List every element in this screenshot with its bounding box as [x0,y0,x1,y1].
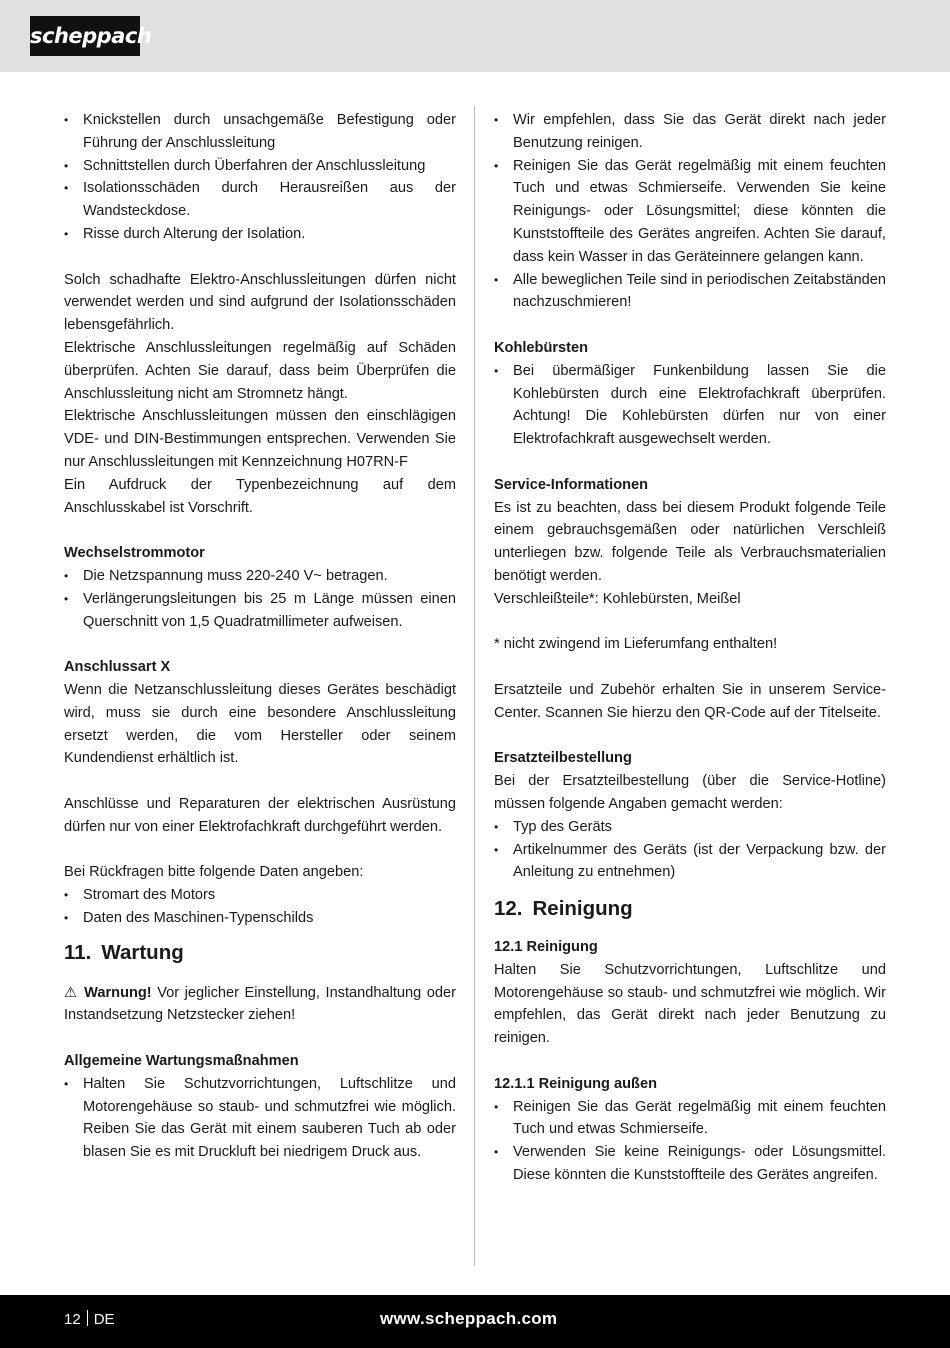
website-link[interactable]: www.scheppach.com [380,1309,558,1328]
list-item: • Reinigen Sie das Gerät regelmäßig mit einem feuchten Tuch und etwas Schmierseife. Verwenden Sie keine Reinigungs- oder Lösungsmittel; diese könnten die Kunststoffteile des Gerätes angreifen. Achten Sie darauf, dass kein Wasser in das Geräteinnere gelangen kann. [494,155,886,269]
paragraph: Verschleißteile*: Kohlebürsten, Meißel [494,590,741,607]
column-divider [474,106,475,1266]
list-item: • Wir empfehlen, dass Sie das Gerät direkt nach jeder Benutzung reinigen. [494,109,886,155]
motor-list [64,565,456,633]
list-item: • Alle beweglichen Teile sind in periodischen Zeitabständen nachzuschmieren! [494,269,886,315]
warning-triangle-icon: ⚠ [64,984,79,1001]
brushes-list [494,360,886,451]
outside-cleaning-list [494,1096,886,1187]
list-item: • Typ des Geräts [494,816,886,839]
subsection-heading: 12.1.1 Reinigung außen [494,1075,657,1092]
paragraph: Halten Sie Schutzvorrichtungen, Luftschlitze und Motorengehäuse so staub- und schmutzfrei wie möglich. Wir empfehlen, das Gerät direkt nach jeder Benutzung zu reinigen. [494,961,886,1047]
subsection-heading: 12.1 Reinigung [494,939,598,956]
scheppach-logo: scheppach [30,16,140,56]
section-heading: Kohlebürsten [494,339,589,356]
list-item: • Artikelnummer des Geräts (ist der Verpackung bzw. der Anleitung zu entnehmen) [494,839,886,885]
list-item: • Reinigen Sie das Gerät regelmäßig mit einem feuchten Tuch und etwas Schmierseife. [494,1096,886,1142]
footer-bar [0,1295,950,1348]
list-item: • Halten Sie Schutzvorrichtungen, Luftschlitze und Motorengehäuse so staub- und schmutzfrei wie möglich. Reiben Sie das Gerät mit einem sauberen Tuch ab oder blasen Sie es mit Druckluft bei niedrigem Druck aus. [64,1073,456,1164]
paragraph: Ein Aufdruck der Typenbezeichnung auf dem Anschlusskabel ist Vorschrift. [64,476,456,516]
section-title-wartung [64,938,456,968]
paragraph: Bei Rückfragen bitte folgende Daten angeben: [64,864,364,881]
list-item: • Daten des Maschinen-Typenschilds [64,907,456,930]
page-indicator [64,1309,115,1331]
section-heading: Anschlussart X [64,659,171,676]
warning-label: Warnung! [84,984,152,1001]
list-item: • Risse durch Alterung der Isolation. [64,223,456,246]
paragraph: Es ist zu beachten, dass bei diesem Produkt folgende Teile einem gebrauchsgemäßen oder natürlichen Verschleiß unterliegen bzw. folgende Teile als Verbrauchsmaterialien benötigt werden. [494,499,886,584]
list-item: • Knickstellen durch unsachgemäße Befestigung oder Führung der Anschlussleitung [64,109,456,155]
section-title: Wartung [101,940,184,964]
section-number: 12. [494,897,523,921]
general-maintenance-list [64,1073,456,1164]
list-item: • Die Netzspannung muss 220-240 V~ betragen. [64,565,456,588]
section-number: 11. [64,940,92,964]
list-item: • Bei übermäßiger Funkenbildung lassen Sie die Kohlebürsten durch eine Elektrofachkraft überprüfen. Achtung! Die Kohlebürsten dürfen nur von einer Elektrofachkraft ausgewechselt werden. [494,360,886,451]
list-item: • Verlängerungsleitungen bis 25 m Länge müssen einen Querschnitt von 1,5 Quadratmillimeter aufweisen. [64,588,456,634]
footnote: * nicht zwingend im Lieferumfang enthalten! [494,636,778,653]
paragraph: Elektrische Anschlussleitungen müssen den einschlägigen VDE- und DIN-Bestimmungen entsprechen. Verwenden Sie nur Anschlussleitungen mit Kennzeichnung H07RN-F [64,408,456,470]
page-number: 12 [64,1311,81,1328]
paragraph: Anschlüsse und Reparaturen der elektrischen Ausrüstung dürfen nur von einer Elektrofachkraft durchgeführt werden. [64,795,456,835]
warning-paragraph [64,982,456,1028]
cleaning-tips-list [494,109,886,314]
order-list [494,816,886,884]
cable-damage-list [64,109,456,246]
paragraph: Ersatzteile und Zubehör erhalten Sie in unserem Service-Center. Scannen Sie hierzu den QR-Code auf der Titelseite. [494,681,886,721]
right-column [494,109,886,1187]
list-item: • Stromart des Motors [64,884,456,907]
left-column [64,109,456,1164]
questions-list [64,884,456,930]
section-heading: Wechselstrommotor [64,545,205,562]
paragraph: Elektrische Anschlussleitungen regelmäßig auf Schäden überprüfen. Achten Sie darauf, dass beim Überprüfen die Anschlussleitung nicht am Stromnetz hängt. [64,339,456,402]
list-item: • Isolationsschäden durch Herausreißen aus der Wandsteckdose. [64,177,456,223]
header-band [0,0,950,72]
list-item: • Schnittstellen durch Überfahren der Anschlussleitung [64,155,456,178]
paragraph: Bei der Ersatzteilbestellung (über die Service-Hotline) müssen folgende Angaben gemacht werden: [494,773,886,812]
paragraph: Wenn die Netzanschlussleitung dieses Gerätes beschädigt wird, muss sie durch eine besondere Anschlussleitung ersetzt werden, die vom Hersteller oder seinem Kundendienst erhältlich ist. [64,681,456,767]
section-title-reinigung [494,894,886,924]
section-heading: Allgemeine Wartungsmaßnahmen [64,1053,299,1070]
warning-text: Vor jeglicher Einstellung, Instandhaltung oder Instandsetzung Netzstecker ziehen! [64,984,457,1024]
separator [87,1310,88,1326]
list-item: • Verwenden Sie keine Reinigungs- oder Lösungsmittel. Diese könnten die Kunststoffteile des Gerätes angreifen. [494,1141,886,1187]
language-code: DE [93,1311,115,1328]
section-title: Reinigung [532,897,633,921]
section-heading: Service-Informationen [494,476,649,493]
section-heading: Ersatzteilbestellung [494,750,632,767]
paragraph: Solch schadhafte Elektro-Anschlussleitungen dürfen nicht verwendet werden und sind aufgrund der Isolationsschäden lebensgefährlich. [64,271,456,334]
